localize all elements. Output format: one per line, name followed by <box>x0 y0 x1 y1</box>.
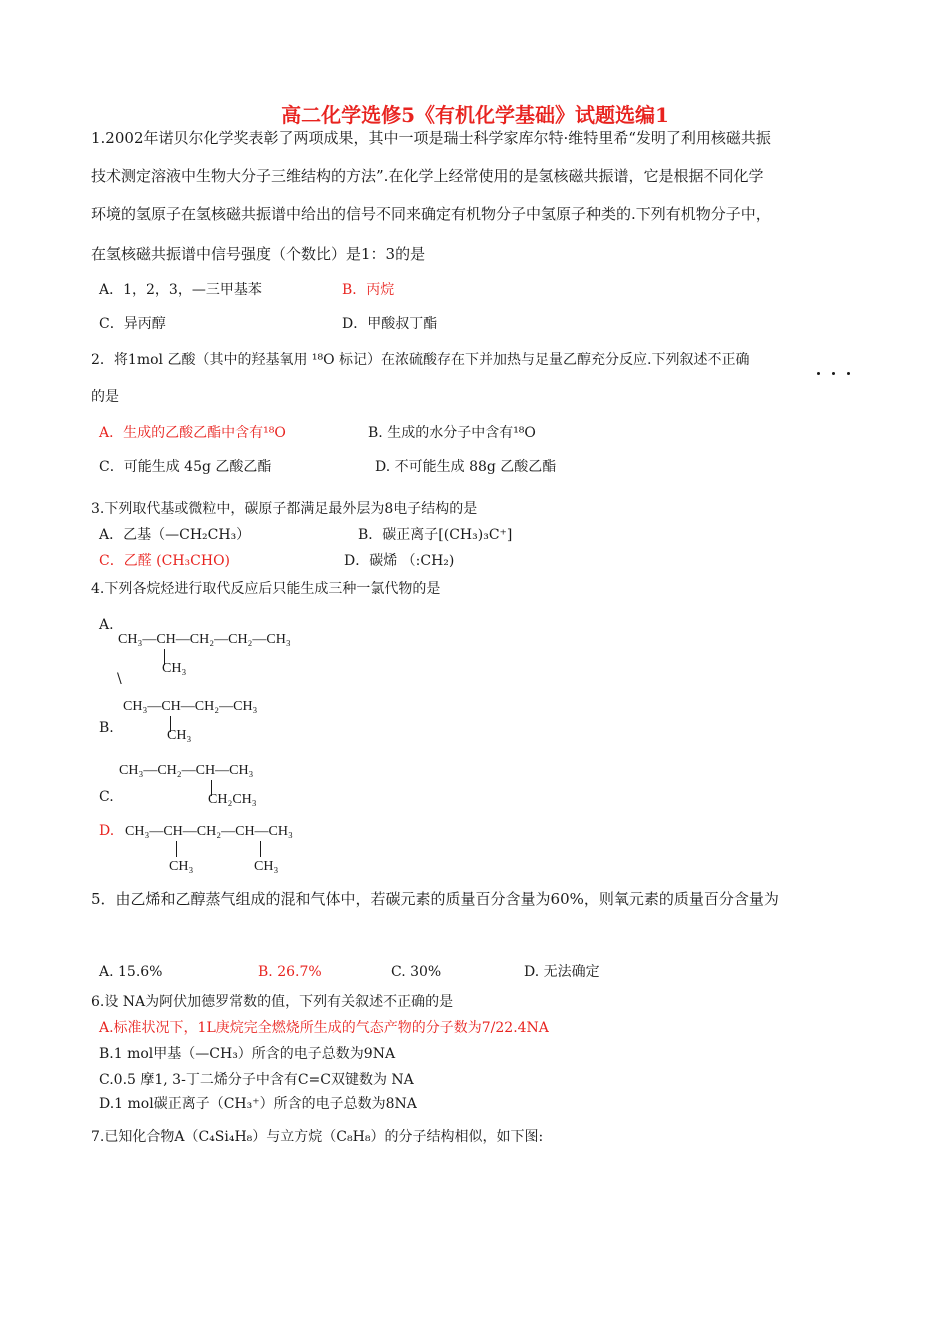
q1-line-2: 技术测定溶液中生物大分子三维结构的方法”.在化学上经常使用的是氢核磁共振谱，它是根据不同化学 <box>91 167 764 185</box>
q4-structure-d-sub-2: CH₃ <box>254 859 279 874</box>
q2-line-2: 的是 <box>91 389 119 405</box>
q5-option-c: C. 30% <box>391 964 442 980</box>
q6-option-a: A.标准状况下，1L庚烷完全燃烧所生成的气态产物的分子数为7/22.4NA <box>99 1020 549 1036</box>
q5-option-b: B. 26.7% <box>258 964 322 980</box>
q5-option-d: D. 无法确定 <box>524 964 600 980</box>
q4-structure-a-main: CH₃—CH—CH₂—CH₂—CH₃ <box>118 632 291 647</box>
q4-label-a: A. <box>99 617 114 633</box>
q2-option-a: A．生成的乙酸乙酯中含有¹⁸O <box>99 425 286 441</box>
q6-option-b: B.1 mol甲基（—CH₃）所含的电子总数为9NA <box>99 1046 396 1062</box>
emphasis-dot <box>832 372 835 375</box>
page-title: 高二化学选修5《有机化学基础》试题选编1 <box>281 103 669 127</box>
q2-option-d: D. 不可能生成 88g 乙酸乙酯 <box>375 459 557 475</box>
bond-line <box>176 841 177 857</box>
q3-option-c: C．乙醛 (CH₃CHO) <box>99 553 231 569</box>
q4-structure-c-sub: CH₂CH₃ <box>208 792 257 807</box>
q6-line: 6.设 NA为阿伏加德罗常数的值，下列有关叙述不正确的是 <box>91 994 454 1010</box>
q2-line-1: 2．将1mol 乙酸（其中的羟基氧用 ¹⁸O 标记）在浓硫酸存在下并加热与足量乙醇充分反应.下列叙述不正确 <box>91 352 750 368</box>
q4-label-d: D. <box>99 823 115 839</box>
q4-structure-a-sub: CH₃ <box>162 661 187 676</box>
q4-structure-b-main: CH₃—CH—CH₂—CH₃ <box>123 699 258 714</box>
q3-option-d: D．碳烯 （:CH₂) <box>344 553 455 569</box>
q4-line: 4.下列各烷烃进行取代反应后只能生成三种一氯代物的是 <box>91 581 441 597</box>
q7-line: 7.已知化合物A（C₄Si₄H₈）与立方烷（C₈H₈）的分子结构相似，如下图: <box>91 1129 544 1145</box>
q4-structure-d-main: CH₃—CH—CH₂—CH—CH₃ <box>125 824 293 839</box>
q4-structure-c-main: CH₃—CH₂—CH—CH₃ <box>119 763 254 778</box>
q4-structure-b-sub: CH₃ <box>167 728 192 743</box>
q3-line: 3.下列取代基或微粒中，碳原子都满足最外层为8电子结构的是 <box>91 501 478 517</box>
q4-label-b: B. <box>99 720 114 736</box>
q4-structure-d-sub-1: CH₃ <box>169 859 194 874</box>
q2-option-c: C．可能生成 45g 乙酸乙酯 <box>99 459 272 475</box>
q2-option-b: B. 生成的水分子中含有¹⁸O <box>368 425 536 441</box>
q6-option-d: D.1 mol碳正离子（CH₃⁺）所含的电子总数为8NA <box>99 1096 417 1112</box>
q6-option-c: C.0.5 摩1, 3-丁二烯分子中含有C=C双键数为 NA <box>99 1072 414 1088</box>
q1-line-1: 1.2002年诺贝尔化学奖表彰了两项成果，其中一项是瑞士科学家库尔特·维特里希“发明了利用核磁共振 <box>91 129 771 147</box>
q1-option-a: A．1，2，3，—三甲基苯 <box>99 282 262 298</box>
q5-option-a: A. 15.6% <box>99 964 163 980</box>
backslash-mark: \ <box>117 671 122 687</box>
q1-line-3: 环境的氢原子在氢核磁共振谱中给出的信号不同来确定有机物分子中氢原子种类的.下列有机物分子中， <box>91 205 771 223</box>
q1-option-c: C．异丙醇 <box>99 316 166 332</box>
emphasis-dot <box>817 372 820 375</box>
bond-line <box>260 841 261 857</box>
q5-line: 5．由乙烯和乙醇蒸气组成的混和气体中，若碳元素的质量百分含量为60%，则氧元素的质量百分含量为 <box>91 890 779 908</box>
emphasis-dot <box>847 372 850 375</box>
q4-label-c: C. <box>99 789 114 805</box>
q3-option-b: B．碳正离子[(CH₃)₃C⁺] <box>358 527 513 543</box>
q1-line-4: 在氢核磁共振谱中信号强度（个数比）是1：3的是 <box>91 245 426 263</box>
q1-option-d: D．甲酸叔丁酯 <box>342 316 438 332</box>
q1-option-b: B．丙烷 <box>342 282 395 298</box>
q3-option-a: A．乙基（—CH₂CH₃） <box>99 527 251 543</box>
